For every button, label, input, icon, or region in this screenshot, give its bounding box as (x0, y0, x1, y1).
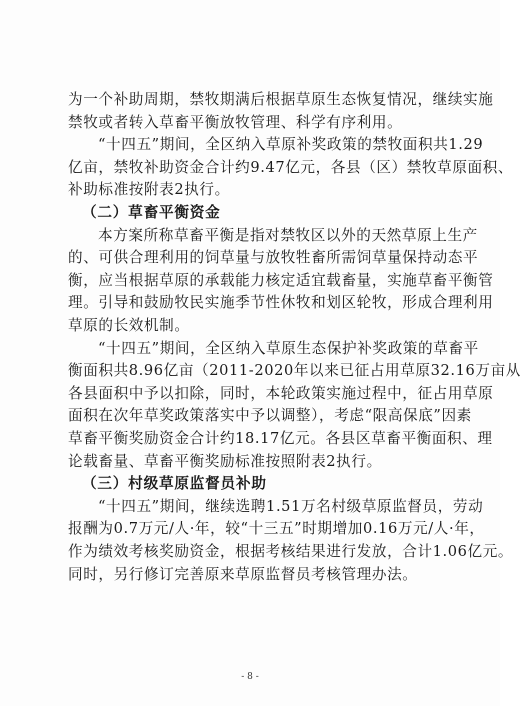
body-line: 草畜平衡奖励资金合计约18.17亿元。各县区草畜平衡面积、理 (68, 430, 493, 447)
section-heading-2: （二）草畜平衡资金 (82, 204, 221, 221)
body-line: 为一个补助周期，禁牧期满后根据草原生态恢复情况，继续实施 (68, 91, 494, 108)
page-number: - 8 - (241, 672, 259, 682)
body-line: 衡，应当根据草原的承载能力核定适宜载畜量，实施草畜平衡管 (68, 271, 494, 289)
body-line: 草原的长效机制。 (68, 317, 190, 334)
body-line: 作为绩效考核奖励资金，根据考核结果进行发放，合计1.06亿元。 (68, 543, 514, 560)
section-heading-3: （三）村级草原监督员补助 (82, 475, 267, 493)
body-line: “十四五”期间，继续选聘1.51万名村级草原监督员，劳动 (98, 497, 484, 515)
body-line: 的、可供合理利用的饲草量与放牧牲畜所需饲草量保持动态平 (68, 249, 479, 267)
body-line: “十四五”期间，全区纳入草原生态保护补奖政策的草畜平 (98, 339, 479, 357)
body-line: 面积在次年草奖政策落实中予以调整），考虑“限高保底”因素 (68, 407, 472, 425)
body-line: 论载畜量、草畜平衡奖励标准按照附表2执行。 (68, 452, 382, 470)
body-line: 报酬为0.7万元/人·年，较“十三五”时期增加0.16万元/人·年， (68, 520, 485, 538)
body-line: 衡面积共8.96亿亩（2011-2020年以来已征占用草原32.16万亩从 (68, 362, 521, 380)
body-line: 同时，另行修订完善原来草原监督员考核管理办法。 (68, 565, 418, 583)
body-line: 补助标准按附表2执行。 (68, 181, 230, 199)
body-line: 理。引导和鼓励牧民实施季节性休牧和划区轮牧，形成合理利用 (68, 294, 494, 312)
body-line: 本方案所称草畜平衡是指对禁牧区以外的天然草原上生产 (98, 226, 478, 244)
body-line: 亿亩，禁牧补助资金合计约9.47亿元，各县（区）禁牧草原面积、 (68, 158, 514, 176)
body-line: 各县面积中予以扣除，同时，本轮政策实施过程中，征占用草原 (68, 384, 494, 402)
body-line: 禁牧或者转入草畜平衡放牧管理、科学有序利用。 (68, 113, 403, 131)
body-line: “十四五”期间，全区纳入草原补奖政策的禁牧面积共1.29 (98, 136, 484, 154)
